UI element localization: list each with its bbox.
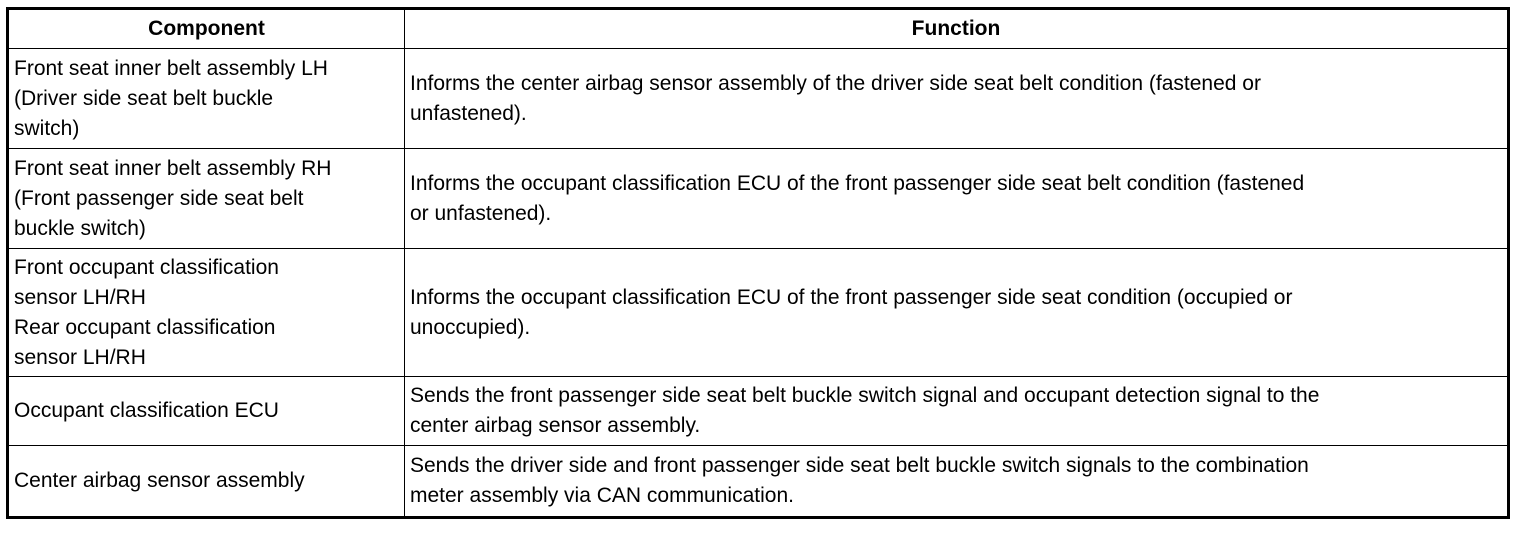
table-row [8,446,1509,518]
component-cell: Occupant classification ECU [8,377,405,446]
component-function-table [6,7,1510,519]
column-header-function: Function [405,9,1509,49]
table-header-row [8,9,1509,49]
component-cell: Center airbag sensor assembly [8,446,405,518]
function-cell: Sends the front passenger side seat belt buckle switch signal and occupant detection signal to the center airbag sensor assembly. [405,377,1509,446]
function-cell: Informs the occupant classification ECU of the front passenger side seat belt condition (fastened or unfastened). [405,149,1509,249]
component-cell: Front seat inner belt assembly LH (Driver side seat belt buckle switch) [8,49,405,149]
table-row [8,149,1509,249]
column-header-component: Component [8,9,405,49]
component-cell: Front occupant classification sensor LH/RH Rear occupant classification sensor LH/RH [8,249,405,377]
component-cell: Front seat inner belt assembly RH (Front passenger side seat belt buckle switch) [8,149,405,249]
function-cell: Sends the driver side and front passenger side seat belt buckle switch signals to the combination meter assembly via CAN communication. [405,446,1509,518]
function-cell: Informs the center airbag sensor assembly of the driver side seat belt condition (fastened or unfastened). [405,49,1509,149]
component-function-table-wrapper [6,7,1507,519]
table-row [8,377,1509,446]
table-row [8,49,1509,149]
table-row [8,249,1509,377]
function-cell: Informs the occupant classification ECU of the front passenger side seat condition (occupied or unoccupied). [405,249,1509,377]
